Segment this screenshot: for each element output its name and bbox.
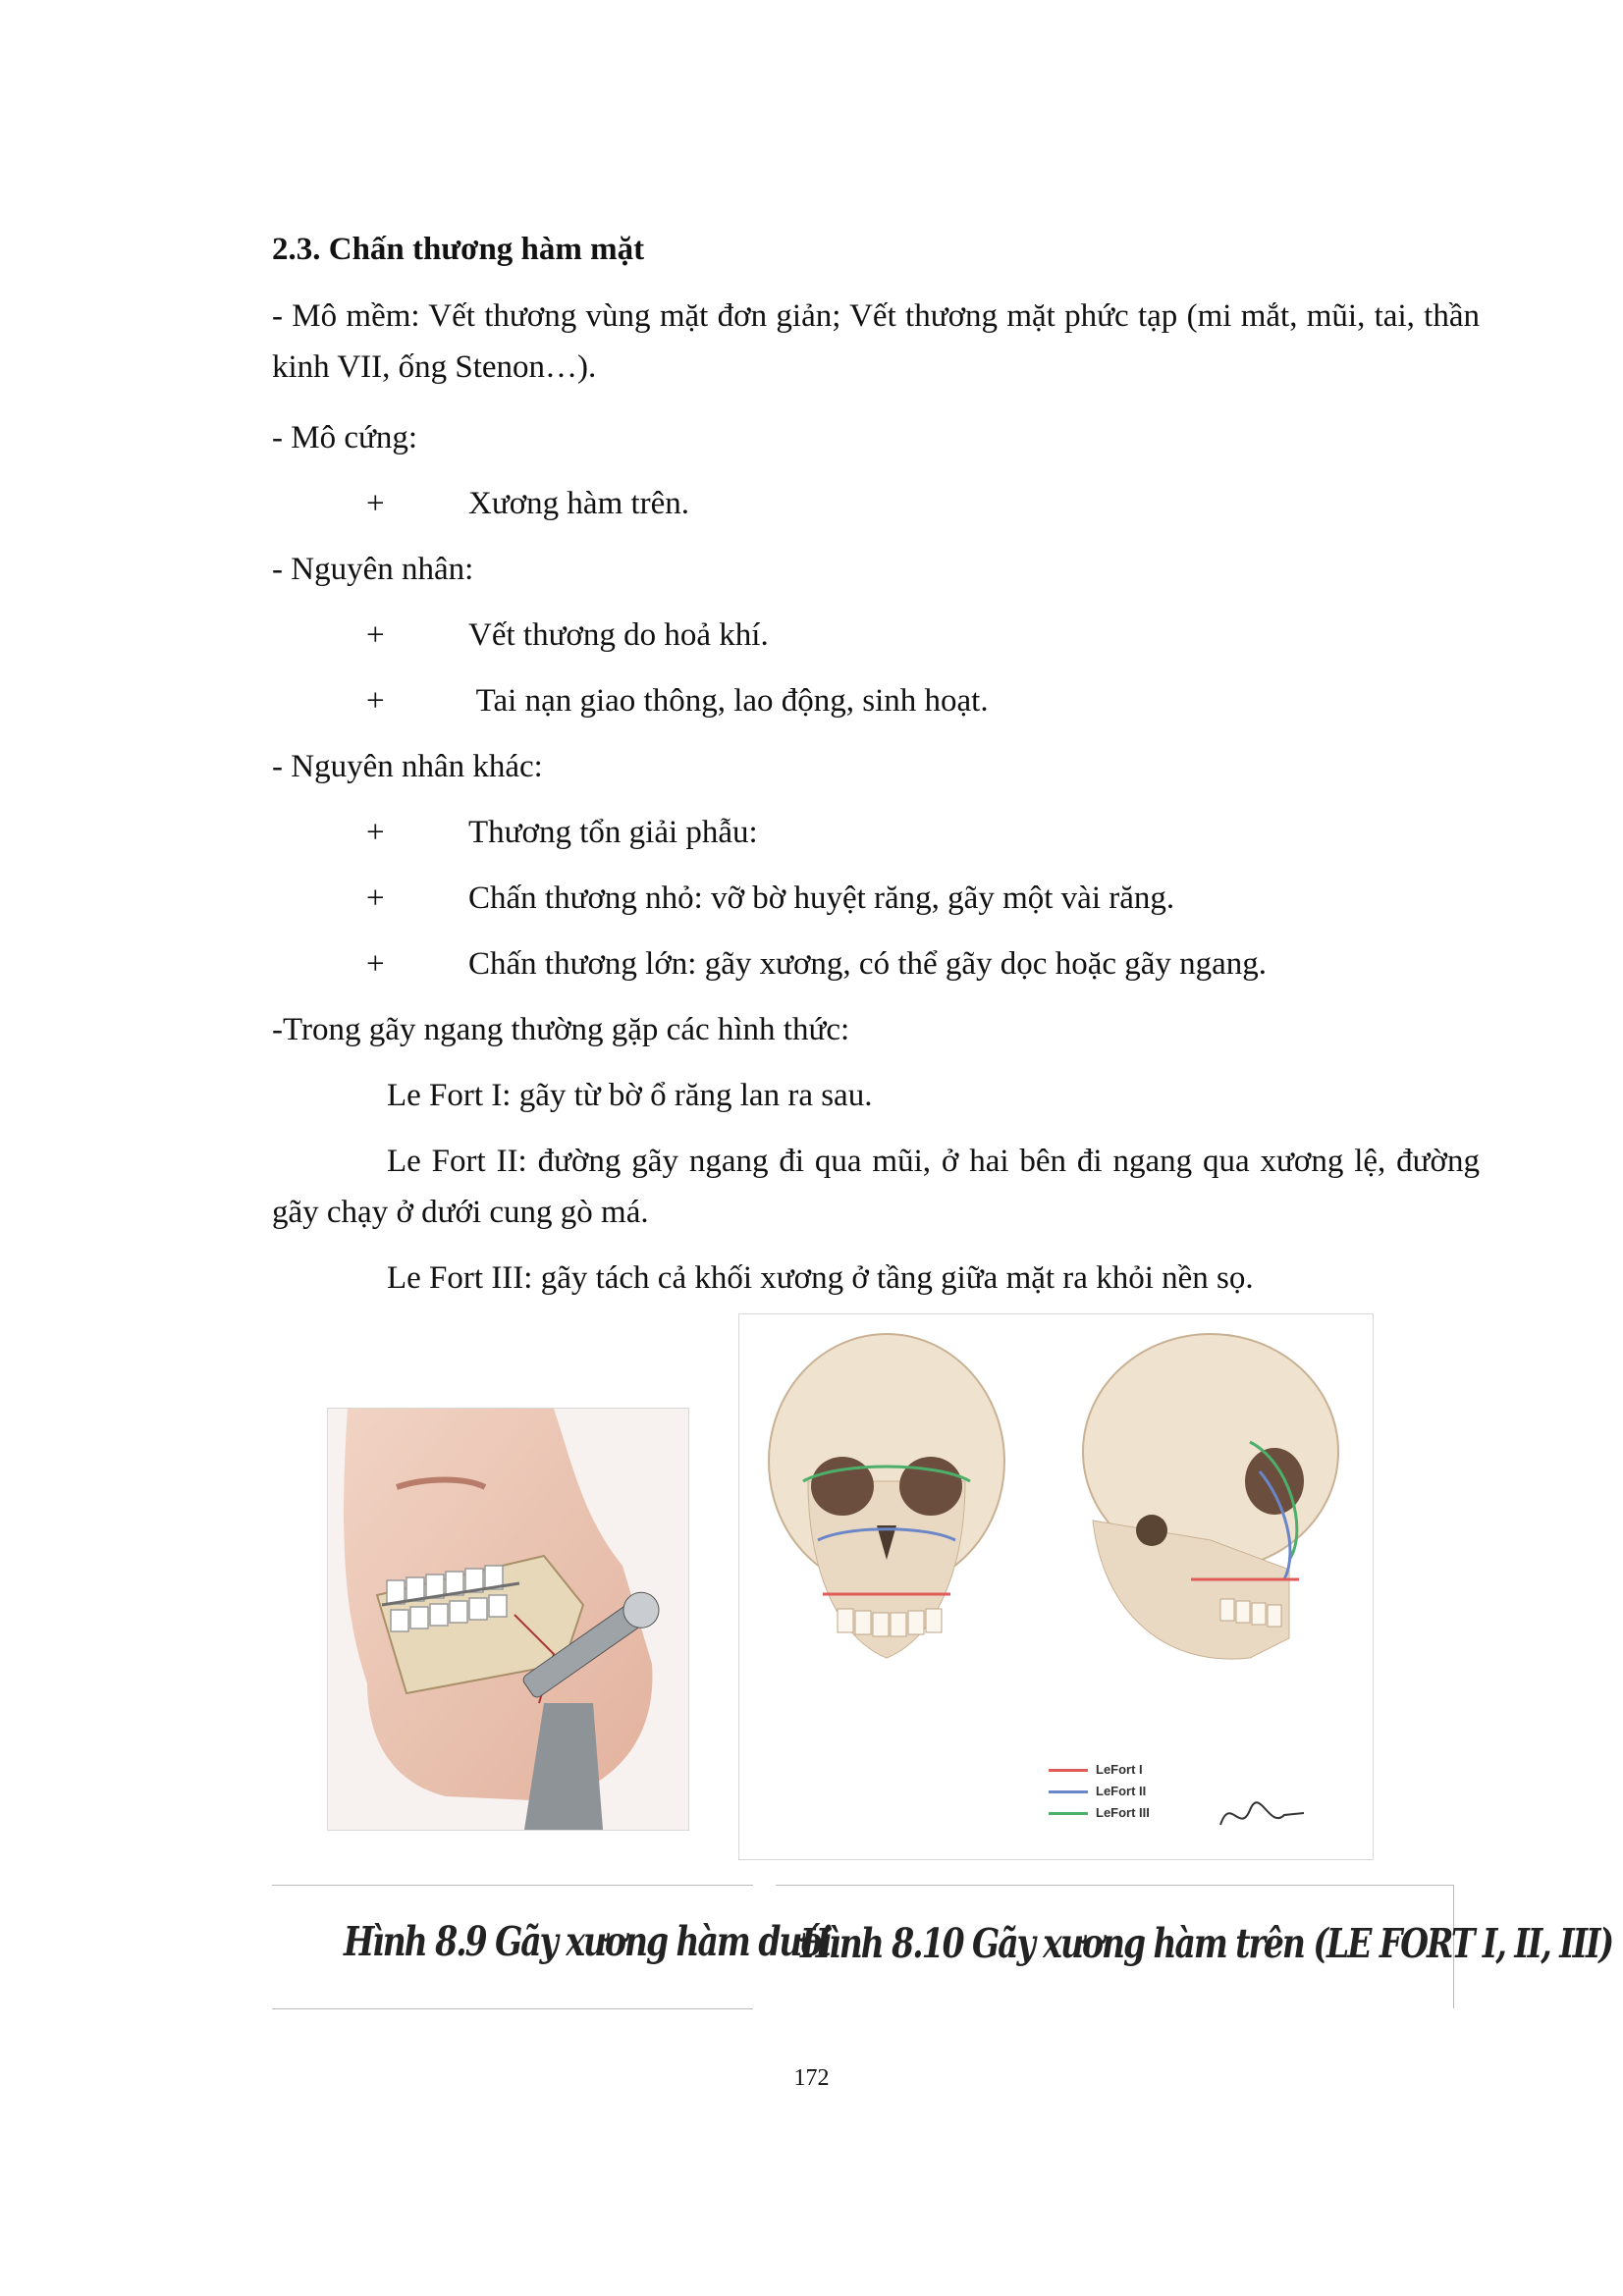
legend-swatch [1049,1769,1088,1772]
legend-item-lefort-3 [1049,1805,1150,1820]
mandible-illustration [328,1409,688,1830]
bullet-mark: + [366,815,385,850]
mandible-fracture-image [327,1408,689,1831]
legend-swatch [1049,1790,1088,1793]
lefort-skull-image [738,1313,1374,1860]
bullet-mark: + [366,486,385,521]
figure-caption-8-9: Hình 8.9 Gãy xương hàm dưới [344,1917,831,1965]
soft-tissue-paragraph: - Mô mềm: Vết thương vùng mặt đơn giản; Vết thương mặt phức tạp (mi mắt, mũi, tai, thần kinh VII, ống Stenon…). [272,298,1480,385]
legend-label: LeFort I [1096,1762,1143,1777]
other-causes-label: - Nguyên nhân khác: [272,749,543,784]
page-number: 172 [793,2065,830,2091]
legend-swatch [1049,1812,1088,1815]
legend-label: LeFort III [1096,1805,1150,1820]
lefort-3-paragraph: Le Fort III: gãy tách cả khối xương ở tầng giữa mặt ra khỏi nền sọ. [387,1260,1254,1296]
bullet-text: Xương hàm trên. [468,486,690,521]
bullet-text: Tai nạn giao thông, lao động, sinh hoạt. [468,683,989,719]
legend-item-lefort-2 [1049,1784,1146,1798]
lefort-1-paragraph: Le Fort I: gãy từ bờ ổ răng lan ra sau. [387,1078,873,1113]
bullet-text: Chấn thương lớn: gãy xương, có thể gãy dọc hoặc gãy ngang. [468,946,1268,982]
figure-caption-8-10: Hình 8.10 Gãy xương hàm trên (LE FORT I, II, III) [800,1919,1613,1967]
skull-illustration [739,1314,1373,1859]
bullet-mark: + [366,683,385,719]
horizontal-fracture-intro: -Trong gãy ngang thường gặp các hình thức: [272,1012,850,1047]
bullet-mark: + [366,946,385,982]
legend-item-lefort-1 [1049,1762,1143,1777]
causes-label: - Nguyên nhân: [272,552,474,587]
bullet-text: Thương tổn giải phẫu: [468,815,758,850]
bullet-mark: + [366,617,385,653]
section-heading: 2.3. Chấn thương hàm mặt [272,232,645,267]
bullet-text: Chấn thương nhỏ: vỡ bờ huyệt răng, gãy một vài răng. [468,881,1175,916]
legend-label: LeFort II [1096,1784,1147,1798]
hard-tissue-label: - Mô cứng: [272,420,418,455]
bullet-text: Vết thương do hoả khí. [468,617,769,653]
lefort-2-paragraph: Le Fort II: đường gãy ngang đi qua mũi, ở hai bên đi ngang qua xương lệ, đường gãy chạy ở dưới cung gò má. [272,1144,1480,1230]
bullet-mark: + [366,881,385,916]
